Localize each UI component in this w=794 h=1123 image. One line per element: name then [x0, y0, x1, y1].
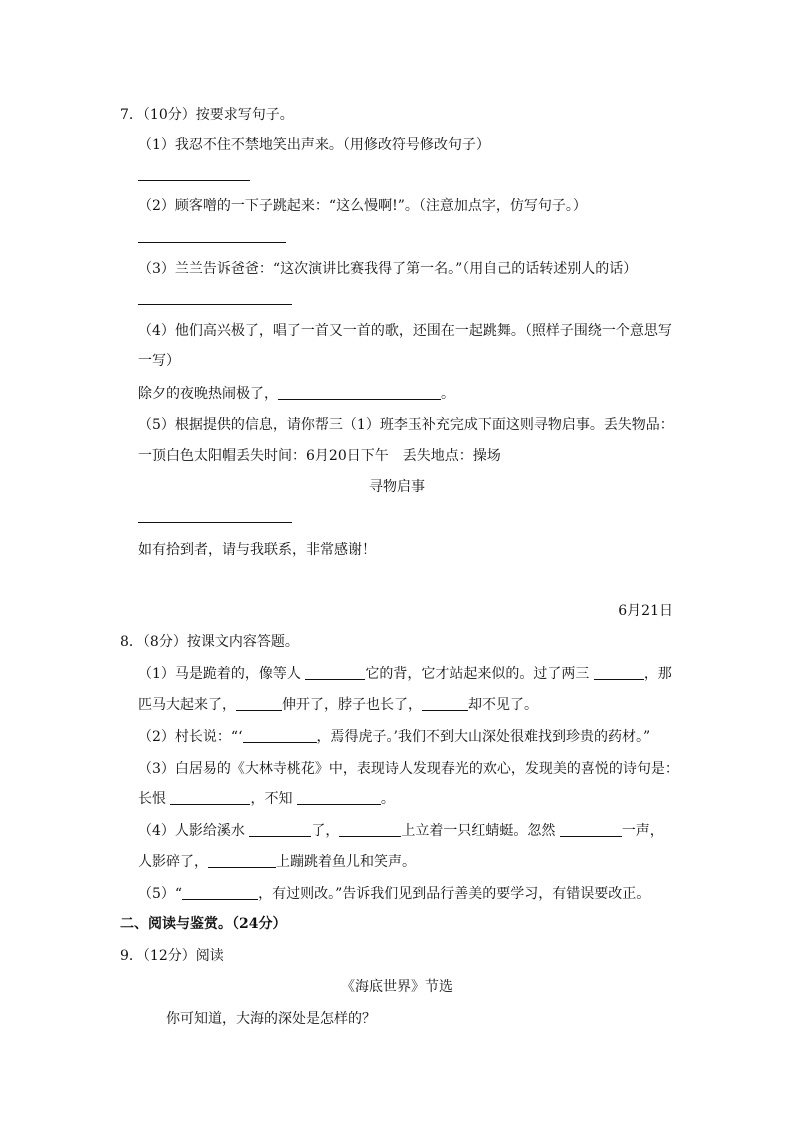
answer-blank[interactable]: [243, 728, 317, 743]
answer-blank[interactable]: [339, 822, 401, 837]
q7-item-3: （3）兰兰告诉爸爸：“这次演讲比赛我得了第一名。”（用自己的话转述别人的话）: [138, 261, 638, 277]
text-segment: 了，: [311, 823, 340, 839]
q7-item-4-line1: （4）他们高兴极了，唱了一首又一首的歌，还围在一起跳舞。（照样子围绕一个意思写: [138, 323, 672, 339]
q7-item-4-prefix: 除夕的夜晚热闹极了，: [138, 386, 278, 402]
text-segment: 匹马大起来了，: [138, 697, 236, 713]
notice-title: 寻物启事: [369, 479, 425, 495]
q7-item-5-line2: 一顶白色太阳帽丢失时间：6月20日下午 丢失地点：操场: [138, 448, 501, 464]
notice-thanks: 如有拾到者，请与我联系，非常感谢！: [138, 542, 376, 558]
passage-title: 《海底世界》节选: [341, 979, 453, 995]
text-segment: 却不见了。: [468, 697, 538, 713]
q7-item-1: （1）我忍不住不禁地笑出声来。（用修改符号修改句子）: [138, 137, 490, 153]
q8-item-1-line1: [138, 665, 672, 683]
notice-date: 6月21日: [618, 603, 673, 619]
answer-blank[interactable]: [236, 696, 282, 711]
q8-item-5: [138, 885, 650, 903]
text-segment: （4）人影给溪水: [138, 823, 250, 839]
q8-item-4-line1: [138, 822, 664, 840]
section-heading: 二、阅读与鉴赏。（24分）: [120, 916, 287, 932]
answer-blank[interactable]: [249, 822, 311, 837]
q7-item-2: （2）顾客噌的一下子跳起来：“这么慢啊!”。（注意加点字，仿写句子。）: [138, 198, 587, 214]
q9-title: 9．（12分）阅读: [120, 948, 224, 964]
text-segment: 。: [380, 791, 395, 807]
answer-blank[interactable]: [560, 822, 622, 837]
text-segment: （1）马是跪着的，像等人: [138, 666, 306, 682]
q7-item-4-line2: 一写）: [138, 353, 180, 369]
answer-line[interactable]: [138, 522, 292, 523]
text-segment: 人影碎了，: [138, 854, 208, 870]
answer-line[interactable]: [138, 304, 292, 305]
answer-blank[interactable]: [594, 665, 644, 680]
q7-item-5-line1: （5）根据提供的信息，请你帮三（1）班李玉补充完成下面这则寻物启事。丢失物品：: [138, 417, 674, 433]
text-segment: （2）村长说：“‘: [138, 729, 243, 745]
text-segment: 长恨: [138, 791, 171, 807]
text-segment: 伸开了，脖子也长了，: [282, 697, 422, 713]
q8-item-1-line2: [138, 696, 538, 714]
q8-item-3-line2: [138, 790, 395, 808]
answer-blank[interactable]: [422, 696, 468, 711]
q8-item-4-line2: [138, 853, 416, 871]
q7-item-4-line3: [138, 385, 455, 403]
answer-blank[interactable]: [208, 853, 276, 868]
q8-item-3-line1: （3）白居易的《大林寺桃花》中，表现诗人发现春光的欢心，发现美的喜悦的诗句是：: [138, 761, 679, 777]
text-segment: ，不知: [250, 791, 297, 807]
q8-item-2: [138, 728, 650, 746]
text-segment: （5）“: [138, 886, 183, 902]
q7-title: 7．（10分）按要求写句子。: [120, 107, 294, 123]
answer-blank[interactable]: [297, 790, 381, 805]
text-segment: 一声，: [621, 823, 664, 839]
text-segment: 上蹦跳着鱼儿和笑声。: [276, 854, 416, 870]
passage-first-line: 你可知道，大海的深处是怎样的？: [166, 1011, 376, 1027]
text-segment: 上立着一只红蜻蜓。忽然: [401, 823, 560, 839]
answer-blank[interactable]: [278, 385, 441, 400]
answer-line[interactable]: [138, 180, 250, 181]
q7-item-4-suffix: 。: [441, 386, 455, 402]
answer-blank[interactable]: [305, 665, 365, 680]
text-segment: 它的背，它才站起来似的。过了两三: [365, 666, 594, 682]
answer-blank[interactable]: [182, 885, 258, 900]
answer-line[interactable]: [138, 242, 286, 243]
text-segment: ，焉得虎子。’我们不到大山深处很难找到珍贵的药材。”: [316, 729, 651, 745]
q8-title: 8．（8分）按课文内容答题。: [120, 634, 299, 650]
text-segment: ，那: [643, 666, 672, 682]
answer-blank[interactable]: [170, 790, 250, 805]
text-segment: ，有过则改。”告诉我们见到品行善美的要学习，有错误要改正。: [258, 886, 651, 902]
